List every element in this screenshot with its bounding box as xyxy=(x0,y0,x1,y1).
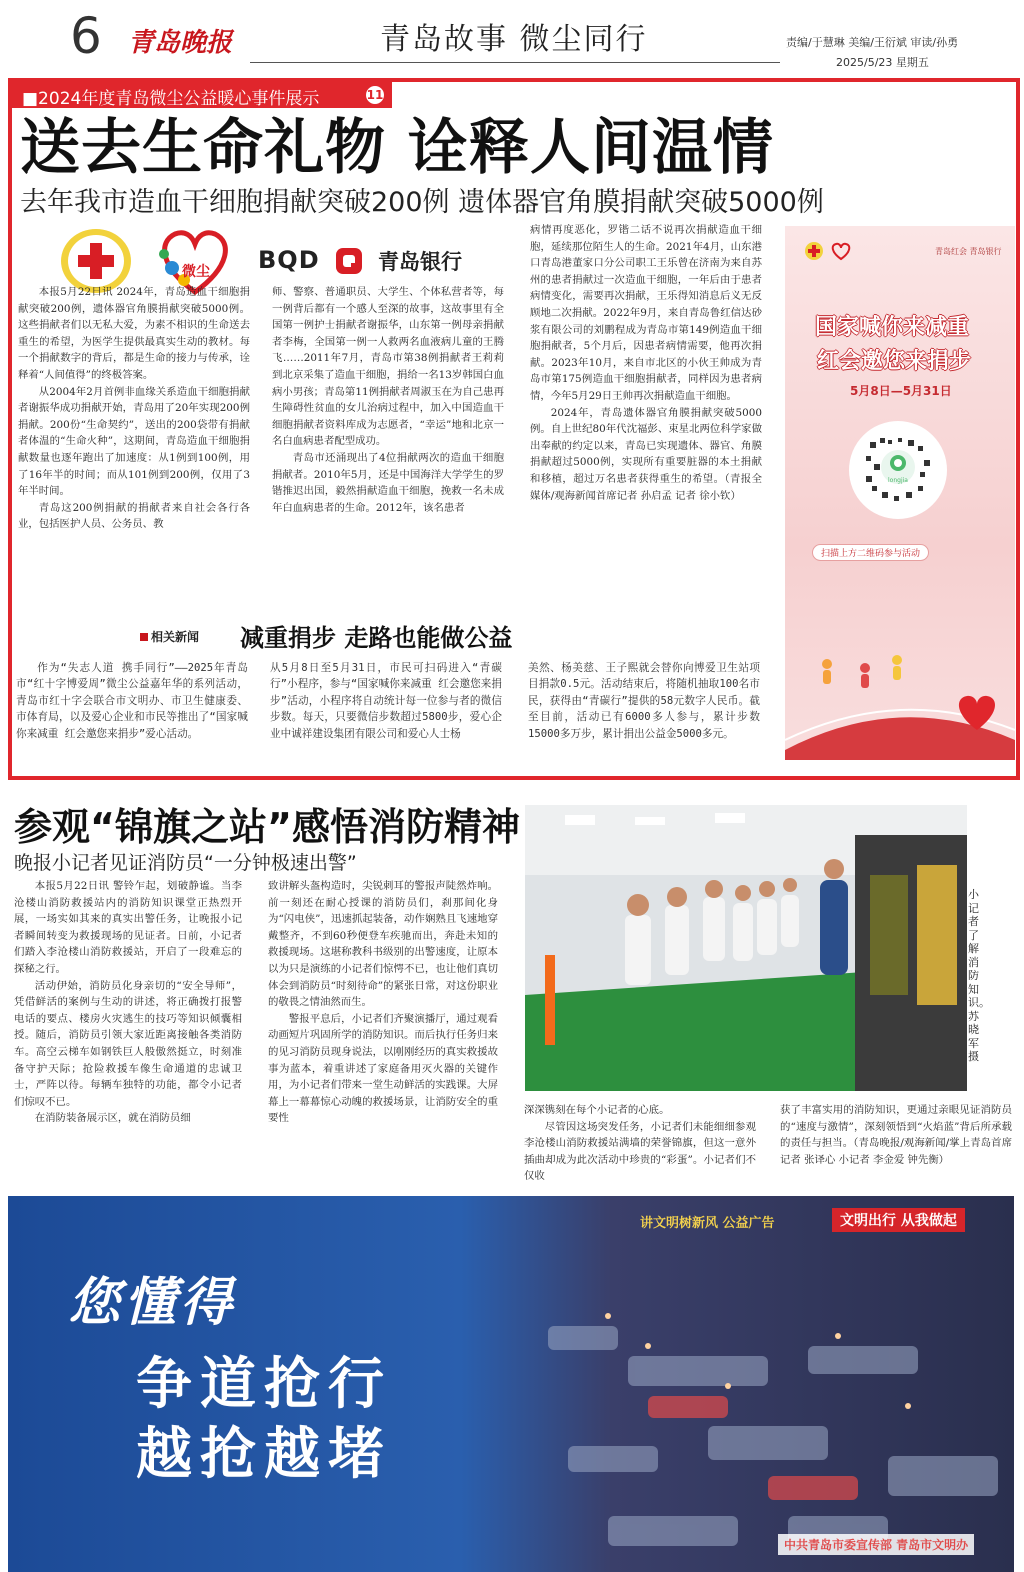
qingdao-bank-icon xyxy=(334,246,364,276)
feature-banner-number: 11 xyxy=(366,88,384,102)
issue-date: 2025/5/23 星期五 xyxy=(836,56,929,69)
story-col1-para: 本报5月22日讯 警铃乍起，划破静谧。当李沧楼山消防救援站内的消防知识课堂正热烈开展，一场实如其来的真实出警任务，让晚报小记者瞬间转变为救援现场的见证者。日前，小记者们踏入李沧楼山消防救援站，开启了一段难忘的探秘之行。 xyxy=(14,880,242,975)
ad-title: 您懂得 xyxy=(68,1272,237,1333)
story-col1-para: 在消防装备展示区，就在消防员细 xyxy=(34,1112,191,1125)
ad-line-2: 越抢越堵 xyxy=(136,1422,392,1487)
story-column-3 xyxy=(524,1102,756,1192)
poster-dates: 5月8日—5月31日 xyxy=(850,384,952,398)
bqd-logo: BQD xyxy=(258,246,320,274)
story-col1-para: 活动伊始，消防员化身亲切的“安全导师”，凭借鲜活的案例与生动的讲述，将正确拨打报警电话的要点、楼房火灾逃生的技巧等知识倾囊相授。随后，消防员引领大家近距离接触各类消防车。高空云梯车如钢铁巨人般傲然挺立，时刻准备守护天际；抢险救援车像生命通道的忠诚卫士，严阵以待。每辆车独特的功能，都令小记者们惊叹不已。 xyxy=(14,979,242,1108)
story-headline: 参观“锦旗之站”感悟消防精神 xyxy=(14,805,520,849)
feature-banner-text: ■2024年度青岛微尘公益暖心事件展示 xyxy=(22,89,320,109)
photo-caption: 小记者了解消防知识。苏晓军摄 xyxy=(968,888,990,1063)
firestation-photo xyxy=(525,805,967,1091)
feature-col2-para: 青岛市还涌现出了4位捐献两次的造血干细胞捐献者。2010年5月，还是中国海洋大学学生的罗锴推迟出国，毅然捐献造血干细胞，挽救一名未成年白血病患者的生命。2012年，该名患者 xyxy=(272,451,504,514)
feature-col3-para: 2024年，青岛遗体器官角膜捐献突破5000例。自上世纪80年代沈福彭、束星北两位科学家做出奉献的约定以来，青岛已实现遗体、器官、角膜捐献超过5000例，实现所有重要脏器的本土捐献和移植，超过万名患者获得重生的希望。（青报全媒体/观海新闻首席记者 孙启孟 记者 徐小钦） xyxy=(530,406,762,502)
qingdao-bank-name: 青岛银行 xyxy=(378,250,462,274)
weichen-logo-text: 微尘 xyxy=(182,264,210,280)
story-col3-para: 深深镌刻在每个小记者的心底。 xyxy=(524,1104,670,1116)
related-news-title: 减重捐步 走路也能做公益 xyxy=(240,624,513,652)
related-col3-para: 美然、杨美慈、王子熙就会替你向博爱卫生站项目捐款0.5元。活动结束后，将随机抽取100名市民，获得由“青碳行”提供的58元数字人民币。截至目前，活动已有6000多人参与，累计步数15000多万步，累计捐出公益金5000多元。 xyxy=(528,662,760,740)
ad-slogan-badge: 文明出行 从我做起 xyxy=(832,1208,965,1232)
feature-col2-para: 师、警察、普通职员、大学生、个体私营者等，每一例背后都有一个感人至深的故事，这故事里有全国第一例护士捐献者谢振华，山东第一例母亲捐献者李梅，全国第一例一人救两名血液病儿童的王腾飞……2011年7月，青岛市第38例捐献者王莉莉到北京采集了造血干细胞，捐给一名13岁韩国白血病小男孩；青岛第11例捐献者周淑玉在为自己患再生障碍性贫血的女儿治病过程中，加入中国造血干细胞捐献者资料库成为志愿者，“幸运”地和北京一名白血病患者配型成功。 xyxy=(272,286,504,448)
story-col2-para: 警报平息后，小记者们齐聚演播厅，通过观看动画短片巩固所学的消防知识。而后执行任务归来的见习消防员现身说法，以刚刚经历的真实救援故事为蓝本，着重讲述了家庭备用灭火器的关键作用，为小记者们带来一堂生动鲜活的实践课。大屏幕上一幕幕惊心动魄的救援场景，让消防安全的重要性 xyxy=(268,1012,498,1125)
feature-subheadline: 去年我市造血干细胞捐献突破200例 遗体器官角膜捐献突破5000例 xyxy=(20,187,824,218)
feature-headline: 送去生命礼物 诠释人间温情 xyxy=(20,113,774,183)
header-rule xyxy=(250,62,780,63)
poster-headline-1: 国家喊你来减重 xyxy=(815,315,970,340)
feature-col1-para: 本报5月22日讯 2024年，青岛造血干细胞捐献突破200例，遗体器官角膜捐献突破5000例。这些捐献者们以无私大爱，为素不相识的生命送去重生的希望，为医学生提供最真实生动的教材。每一个捐献数字的背后，都是生命的接力与传承，诠释着“人间值得”的终极答案。 xyxy=(18,286,250,381)
related-column-2 xyxy=(270,660,502,766)
related-column-3 xyxy=(528,660,760,766)
feature-col1-para: 青岛这200例捐献的捐献者来自社会各行各业，包括医护人员、公务员、教 xyxy=(18,501,250,531)
feature-col3-para: 病情再度恶化，罗锴二话不说再次捐献造血干细胞，延续那位陌生人的生命。2021年4月，山东港口青岛港董家口分公司职工王乐曾在济南为来自苏州的患者捐献过一次造血干细胞，一年后由于患者病情变化，需要再次捐献，王乐得知消息后义无反顾地二次捐献。2022年9月，来自青岛鲁红信达砂浆有限公司的刘鹏程成为青岛市第149例造血干细胞捐献者，5个月后，因患者病情需要，他再次捐献。2023年10月，来自市北区的小伙王帅成为青岛市第175例造血干细胞捐献者，同样因为患者病情，今年5月29日王帅再次捐献造血干细胞。 xyxy=(530,224,762,402)
newspaper-brand: 青岛晚报 xyxy=(128,28,233,58)
poster-mini-logos: 青岛红会 青岛银行 xyxy=(935,247,1002,256)
feature-column-1 xyxy=(18,284,250,604)
poster-scan-instruction: 扫描上方二维码参与活动 xyxy=(812,544,929,561)
story-column-4 xyxy=(780,1102,1012,1192)
section-title: 青岛故事 微尘同行 xyxy=(380,22,648,57)
story-subheadline: 晚报小记者见证消防员“一分钟极速出警” xyxy=(14,852,357,874)
page-number: 6 xyxy=(70,7,102,65)
poster-red-cross-icon xyxy=(803,240,857,262)
runners-illustration-icon xyxy=(785,630,1015,760)
story-col4-para: 获了丰富实用的消防知识，更通过亲眼见证消防员的“速度与激情”，深刻领悟到“火焰蓝”背后所承载的责任与担当。（青岛晚报/观海新闻/掌上青岛首席记者 张译心 小记者 李金爱 钟先衡） xyxy=(780,1104,1012,1166)
story-column-1 xyxy=(14,878,242,1190)
qr-center-label: longjia xyxy=(888,477,908,484)
related-col1-para: 作为“失志人道 携手同行”——2025年青岛市“红十字博爱周”微尘公益嘉年华的系列活动，青岛市红十字会联合市文明办、市卫生健康委、市体育局，以及爱心企业和市民等推出了“国家喊你来减重 红会邀您来捐步”爱心活动。 xyxy=(16,662,248,740)
ad-tagline: 讲文明树新风 公益广告 xyxy=(640,1216,775,1231)
related-column-1 xyxy=(16,660,248,766)
qr-code-icon[interactable] xyxy=(848,420,948,520)
feature-column-2 xyxy=(272,284,504,604)
story-col3-para: 尽管因这场突发任务，小记者们未能细细参观李沧楼山消防救援站满墙的荣誉锦旗，但这一意外插曲却成为此次活动中珍贵的“彩蛋”。小记者们不仅收 xyxy=(524,1120,756,1183)
feature-column-3 xyxy=(530,222,762,604)
story-column-2 xyxy=(268,878,498,1190)
related-news-tag: 相关新闻 xyxy=(140,628,199,645)
ad-line-1: 争道抢行 xyxy=(136,1352,392,1417)
story-col2-para: 致讲解头盔构造时，尖锐刺耳的警报声陡然炸响。前一刻还在耐心授课的消防员们，刹那间化身为“闪电侠”，迅速抓起装备，动作娴熟且飞速地穿戴整齐，不到60秒便登车疾驰而出，奔赴未知的救援现场。这堪称教科书级别的出警速度，让原本以为只是演练的小记者们惊愕不已，也让他们真切体会到消防员“时刻待命”的紧张日常，对这份职业的敬畏之情油然而生。 xyxy=(268,880,498,1009)
editors-credit: 责编/于慧琳 美编/王衍斌 审读/孙勇 xyxy=(786,36,959,49)
poster-headline-2: 红会邀您来捐步 xyxy=(817,349,972,374)
ad-organizations: 中共青岛市委宣传部 青岛市文明办 xyxy=(778,1534,974,1555)
related-col2-para: 从5月8日至5月31日，市民可扫码进入“青碳行”小程序，参与“国家喊你来减重 红会邀您来捐步”活动，小程序将自动统计每一位参与者的微信步数。每天，只要微信步数超过5800步，爱心企业中诚祥建设集团有限公司和爱心人士杨 xyxy=(270,662,502,740)
feature-col1-para: 从2004年2月首例非血缘关系造血干细胞捐献者谢振华成功捐献开始，青岛用了20年实现200例捐献。200份“生命契约”，送出的200袋带有捐献者体温的“生命火种”，这期间，青岛造血干细胞捐献数量也逐年跑出了加速度：从1例到100例，用了16年半的时间；而从101例到200例，仅用了3年半时间。 xyxy=(18,385,250,498)
